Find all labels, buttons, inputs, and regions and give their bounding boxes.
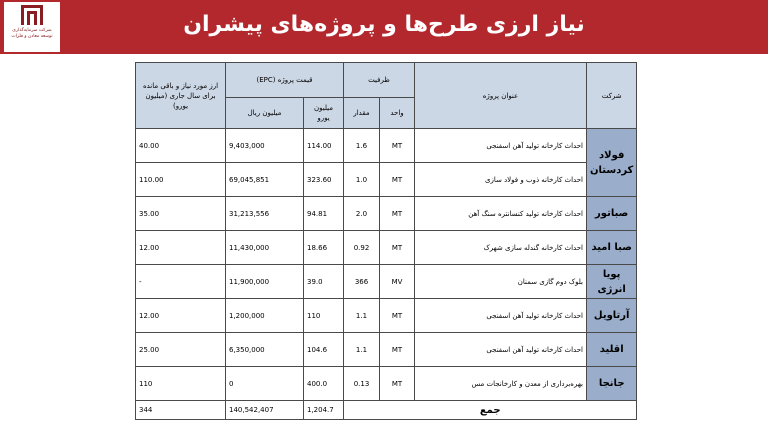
unit-cell: MT (380, 129, 415, 163)
remaining-cell: 110 (136, 367, 226, 401)
company-cell: پویا انرژی (587, 265, 637, 299)
total-million-euro: 1,204.7 (304, 401, 344, 420)
table-row (136, 333, 637, 367)
company-cell: صبا امید (587, 231, 637, 265)
company-cell: جانجا (587, 367, 637, 401)
million-rial-cell: 31,213,556 (226, 197, 304, 231)
amount-cell: 1.6 (344, 129, 380, 163)
million-rial-cell: 69,045,851 (226, 163, 304, 197)
table-row (136, 231, 637, 265)
company-cell: فولاد کردستان (587, 129, 637, 197)
header-million-euro: میلیون یورو (304, 98, 344, 129)
project-title-cell: احداث کارخانه تولید آهن اسفنجی (415, 129, 587, 163)
unit-cell: MT (380, 367, 415, 401)
project-title-cell: احداث کارخانه تولید کنسانتره سنگ آهن (415, 197, 587, 231)
remaining-cell: 40.00 (136, 129, 226, 163)
unit-cell: MT (380, 163, 415, 197)
table-row (136, 163, 637, 197)
project-title-cell: بلوک دوم گازی سمنان (415, 265, 587, 299)
page-title: نیاز ارزی طرح‌ها و پروژه‌های پیشران (183, 12, 585, 37)
million-euro-cell: 110 (304, 299, 344, 333)
million-euro-cell: 400.0 (304, 367, 344, 401)
unit-cell: MT (380, 231, 415, 265)
header-amount: مقدار (344, 98, 380, 129)
amount-cell: 366 (344, 265, 380, 299)
million-rial-cell: 1,200,000 (226, 299, 304, 333)
total-remaining: 344 (136, 401, 226, 420)
million-euro-cell: 114.00 (304, 129, 344, 163)
table-row (136, 129, 637, 163)
million-rial-cell: 0 (226, 367, 304, 401)
amount-cell: 0.13 (344, 367, 380, 401)
unit-cell: MV (380, 265, 415, 299)
million-rial-cell: 11,430,000 (226, 231, 304, 265)
million-euro-cell: 94.81 (304, 197, 344, 231)
total-label: جمع (344, 401, 637, 420)
logo-mark-icon (21, 5, 43, 25)
header-epc: قیمت پروژه (EPC) (226, 63, 344, 98)
amount-cell: 0.92 (344, 231, 380, 265)
project-title-cell: بهره‌برداری از معدن و کارخانجات مس (415, 367, 587, 401)
table-row (136, 265, 637, 299)
total-million-rial: 140,542,407 (226, 401, 304, 420)
project-title-cell: احداث کارخانه تولید آهن اسفنجی (415, 299, 587, 333)
table-row (136, 197, 637, 231)
title-banner (0, 0, 768, 54)
remaining-cell: 110.00 (136, 163, 226, 197)
projects-table (135, 62, 637, 420)
table-row (136, 299, 637, 333)
header-unit: واحد (380, 98, 415, 129)
header-project: عنوان پروژه (415, 63, 587, 129)
header-million-rial: میلیون ریال (226, 98, 304, 129)
amount-cell: 1.1 (344, 333, 380, 367)
million-rial-cell: 6,350,000 (226, 333, 304, 367)
remaining-cell: 12.00 (136, 231, 226, 265)
unit-cell: MT (380, 333, 415, 367)
remaining-cell: 12.00 (136, 299, 226, 333)
total-row (136, 401, 637, 420)
unit-cell: MT (380, 299, 415, 333)
header-capacity: ظرفیت (344, 63, 415, 98)
project-title-cell: احداث کارخانه ذوب و فولاد سازی (415, 163, 587, 197)
project-title-cell: احداث کارخانه تولید آهن اسفنجی (415, 333, 587, 367)
company-cell: آرتاویل (587, 299, 637, 333)
header-company: شرکت (587, 63, 637, 129)
remaining-cell: - (136, 265, 226, 299)
logo-text: شرکت سرمایه‌گذاری توسعه معادن و فلزات (11, 28, 53, 39)
million-rial-cell: 9,403,000 (226, 129, 304, 163)
remaining-cell: 35.00 (136, 197, 226, 231)
project-title-cell: احداث کارخانه گندله سازی شهرک (415, 231, 587, 265)
remaining-cell: 25.00 (136, 333, 226, 367)
table-row (136, 367, 637, 401)
unit-cell: MT (380, 197, 415, 231)
million-euro-cell: 39.0 (304, 265, 344, 299)
company-cell: اقلید (587, 333, 637, 367)
header-remaining: ارز مورد نیاز و باقی مانده برای سال جاری (میلیون یورو) (136, 63, 226, 129)
million-euro-cell: 18.66 (304, 231, 344, 265)
million-rial-cell: 11,900,000 (226, 265, 304, 299)
company-cell: صباتور (587, 197, 637, 231)
amount-cell: 1.0 (344, 163, 380, 197)
company-logo (4, 2, 60, 52)
amount-cell: 1.1 (344, 299, 380, 333)
million-euro-cell: 104.6 (304, 333, 344, 367)
million-euro-cell: 323.60 (304, 163, 344, 197)
amount-cell: 2.0 (344, 197, 380, 231)
